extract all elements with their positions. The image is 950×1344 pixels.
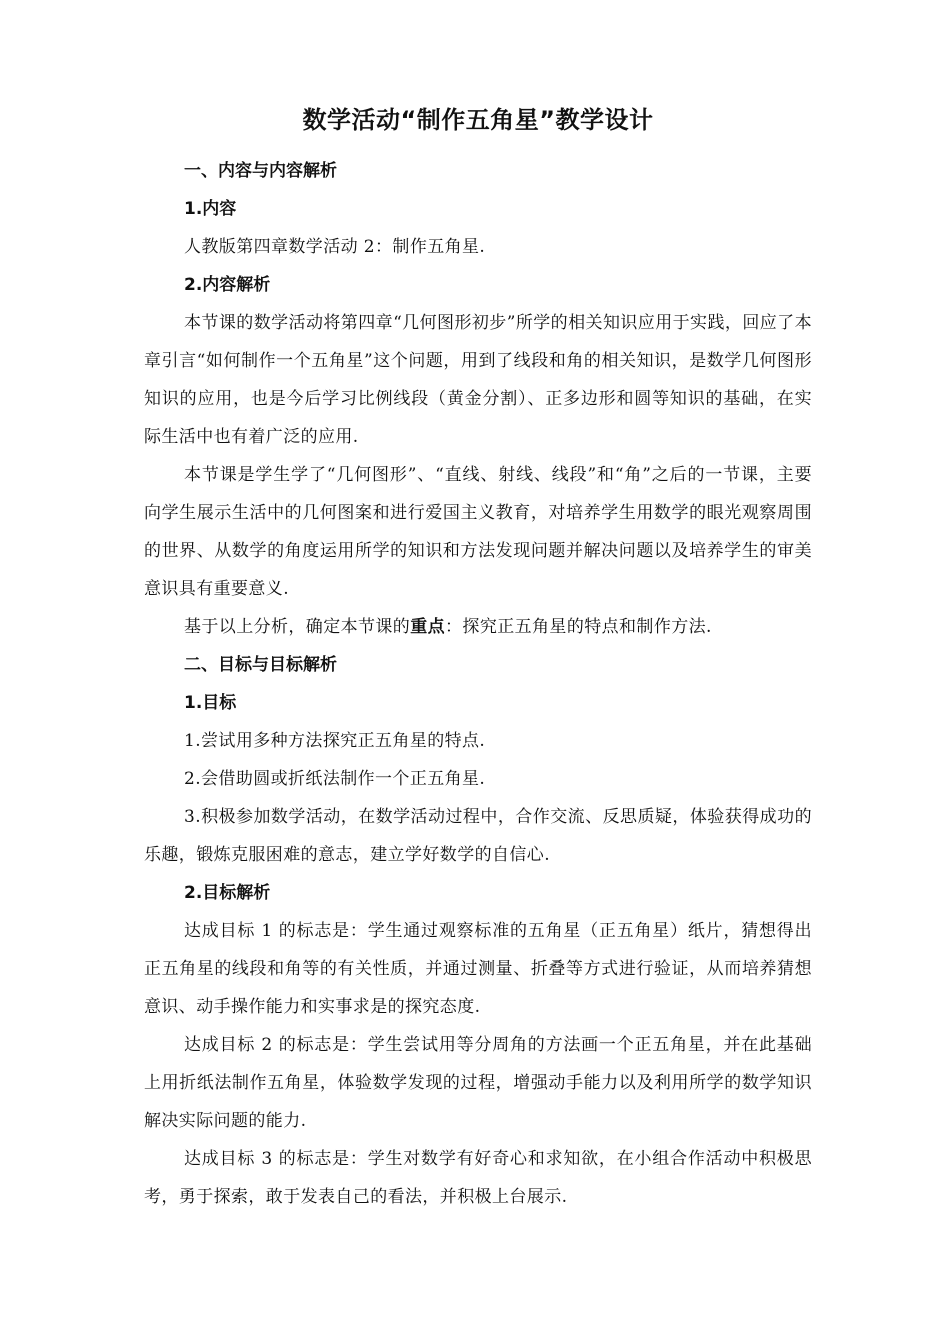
goal-item-3: 3.积极参加数学活动，在数学活动过程中，合作交流、反思质疑，体验获得成功的乐趣，锻炼克服困难的意志，建立学好数学的自信心.: [144, 807, 812, 865]
section-heading-goals: 二、目标与目标解析: [184, 655, 337, 675]
subheading-content: 1.内容: [184, 199, 237, 219]
subheading-goal-analysis: 2.目标解析: [184, 883, 271, 903]
subheading-goals: 1.目标: [184, 693, 237, 713]
subheading-content-analysis: 2.内容解析: [184, 275, 271, 295]
section-heading-content: 一、内容与内容解析: [184, 161, 337, 181]
paragraph-key-point: [144, 608, 812, 646]
key-point-emphasis: 重点: [410, 617, 446, 637]
key-point-suffix: ：探究正五角星的特点和制作方法.: [445, 617, 712, 637]
key-point-prefix: 基于以上分析，确定本节课的: [184, 617, 411, 637]
goal-analysis-2: 达成目标 2 的标志是：学生尝试用等分周角的方法画一个正五角星，并在此基础上用折纸法制作五角星，体验数学发现的过程，增强动手能力以及利用所学的数学知识解决实际问题的能力.: [144, 1035, 812, 1131]
goal-item-2: 2.会借助圆或折纸法制作一个正五角星.: [184, 769, 486, 789]
paragraph-content: 人教版第四章数学活动 2：制作五角星.: [184, 237, 486, 257]
paragraph-analysis-2: 本节课是学生学了“几何图形”、“直线、射线、线段”和“角”之后的一节课，主要向学生展示生活中的几何图案和进行爱国主义教育，对培养学生用数学的眼光观察周围的世界、从数学的角度运用所学的知识和方法发现问题并解决问题以及培养学生的审美意识具有重要意义.: [144, 465, 813, 599]
goal-analysis-1: 达成目标 1 的标志是：学生通过观察标准的五角星（正五角星）纸片，猜想得出正五角星的线段和角等的有关性质，并通过测量、折叠等方式进行验证，从而培养猜想意识、动手操作能力和实事求是的探究态度.: [144, 921, 812, 1017]
goal-analysis-3: 达成目标 3 的标志是：学生对数学有好奇心和求知欲，在小组合作活动中积极思考，勇于探索，敢于发表自己的看法，并积极上台展示.: [144, 1149, 812, 1207]
document-page: [144, 88, 812, 1216]
paragraph-analysis-1: 本节课的数学活动将第四章“几何图形初步”所学的相关知识应用于实践，回应了本章引言“如何制作一个五角星”这个问题，用到了线段和角的相关知识，是数学几何图形知识的应用，也是今后学习比例线段（黄金分割）、正多边形和圆等知识的基础，在实际生活中也有着广泛的应用.: [144, 313, 812, 447]
goal-item-1: 1.尝试用多种方法探究正五角星的特点.: [184, 731, 486, 751]
document-title: 数学活动“制作五角星”教学设计: [302, 106, 654, 134]
